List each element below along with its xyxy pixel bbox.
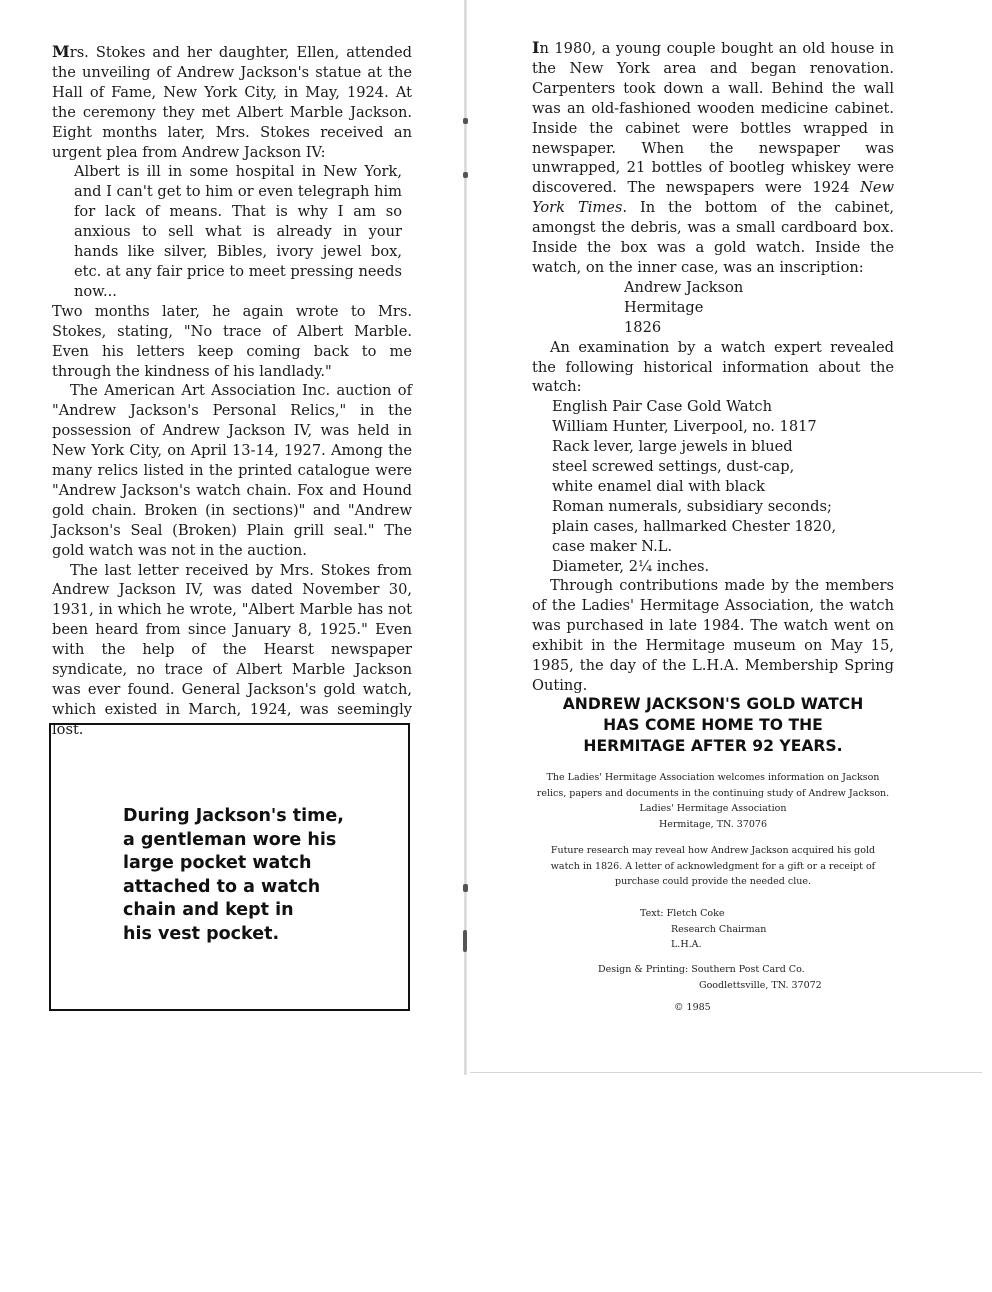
watch-details bbox=[532, 397, 894, 576]
paragraph: The American Art Association Inc. auction of "Andrew Jackson's Personal Relics," in the possession of Andrew Jackson IV, was held in New York City, on April 13-14, 1927. Among the many relics listed in the printed catalogue were "Andrew Jackson's watch chain. Fox and Hound gold chain. Broken (in sections)" and "Andrew Jackson's Seal (Broken) Plain grill seal." The gold watch was not in the auction. bbox=[52, 382, 412, 559]
left-column bbox=[52, 42, 412, 740]
paragraph: Two months later, he again wrote to Mrs. Stokes, stating, "No trace of Albert Marble. Even his letters keep coming back to me through the kindness of his landlady." bbox=[52, 302, 412, 380]
headline bbox=[532, 694, 894, 757]
detail-line: case maker N.L. bbox=[552, 537, 673, 555]
credit-line: watch in 1826. A letter of acknowledgment for a gift or a receipt of bbox=[550, 860, 876, 872]
callout-text bbox=[123, 805, 383, 946]
drop-cap: I bbox=[532, 38, 540, 57]
headline-line: ANDREW JACKSON'S GOLD WATCH bbox=[562, 695, 864, 713]
paragraph bbox=[532, 38, 894, 278]
paragraph: The last letter received by Mrs. Stokes from Andrew Jackson IV, was dated November 30, 1931, in which he wrote, "Albert Marble has not been heard from since January 8, 1925." Even with the help of the Hearst newspaper syndicate, no trace of Albert Marble Jackson was ever found. General Jackson's gold watch, which existed in March, 1924, was seemingly lost. bbox=[52, 561, 412, 738]
block-quote: Albert is ill in some hospital in New York, and I can't get to him or even telegraph him for lack of means. That is why I am so anxious to sell what is already in your hands like silver, Bibles, ivory jewel box, etc. at any fair price to meet pressing needs now... bbox=[74, 163, 402, 300]
paragraph: An examination by a watch expert revealed the following historical information about the watch: bbox=[532, 338, 894, 396]
fold-mark bbox=[463, 172, 468, 178]
detail-line: Rack lever, large jewels in blued bbox=[552, 438, 793, 456]
fold-mark bbox=[463, 930, 467, 952]
paragraph: Through contributions made by the members of the Ladies' Hermitage Association, the watch was purchased in late 1984. The watch went on exhibit in the Hermitage museum on May 15, 1985, the day of the L.H.A. Membership Spring Outing. bbox=[532, 577, 894, 694]
callout-line: large pocket watch bbox=[123, 853, 312, 873]
fold-mark bbox=[463, 884, 468, 892]
callout-line: his vest pocket. bbox=[123, 923, 280, 944]
detail-line: English Pair Case Gold Watch bbox=[552, 398, 772, 416]
detail-line: steel screwed settings, dust-cap, bbox=[552, 458, 795, 476]
inscription-line: Andrew Jackson bbox=[624, 278, 744, 296]
newspaper-title: New York Times bbox=[532, 179, 894, 217]
detail-line: plain cases, hallmarked Chester 1820, bbox=[552, 517, 837, 535]
headline-line: HERMITAGE AFTER 92 YEARS. bbox=[583, 737, 843, 755]
credit-line: Hermitage, TN. 37076 bbox=[658, 818, 768, 830]
credit-line: Future research may reveal how Andrew Jackson acquired his gold bbox=[550, 845, 876, 856]
copyright: © 1985 bbox=[674, 1002, 711, 1013]
lha-info bbox=[532, 770, 894, 832]
paragraph-text: rs. Stokes and her daughter, Ellen, attended the unveiling of Andrew Jackson's statue at the Hall of Fame, New York City, in May, 1924. At the ceremony they met Albert Marble Jackson. Eight months later, Mrs. Stokes received an urgent plea from Andrew Jackson IV: bbox=[52, 44, 412, 161]
credit-line: Research Chairman bbox=[671, 923, 767, 935]
drop-cap: M bbox=[52, 42, 70, 61]
text-credit bbox=[640, 906, 766, 953]
page-fold bbox=[464, 0, 467, 1075]
detail-line: Roman numerals, subsidiary seconds; bbox=[552, 497, 832, 515]
credit-line: Ladies' Hermitage Association bbox=[639, 803, 787, 814]
headline-line: HAS COME HOME TO THE bbox=[603, 716, 823, 734]
callout-box bbox=[49, 723, 410, 1011]
credit-line: L.H.A. bbox=[671, 939, 702, 950]
detail-line: William Hunter, Liverpool, no. 1817 bbox=[552, 418, 817, 436]
page-bottom-edge bbox=[470, 1072, 982, 1073]
detail-line: white enamel dial with black bbox=[552, 477, 766, 495]
detail-line: Diameter, 2¼ inches. bbox=[552, 557, 710, 575]
credit-line: Design & Printing: Southern Post Card Co. bbox=[598, 964, 805, 975]
research-note bbox=[532, 843, 894, 890]
inscription bbox=[532, 278, 894, 338]
inscription-line: Hermitage bbox=[624, 298, 704, 316]
callout-line: attached to a watch bbox=[123, 876, 321, 897]
design-credit bbox=[598, 962, 822, 993]
credit-line: Text: Fletch Coke bbox=[640, 908, 725, 919]
right-column bbox=[532, 38, 894, 696]
callout-line: During Jackson's time, bbox=[123, 806, 344, 826]
credit-line: purchase could provide the needed clue. bbox=[615, 876, 811, 887]
callout-line: chain and kept in bbox=[123, 900, 294, 920]
credit-line: relics, papers and documents in the continuing study of Andrew Jackson. bbox=[536, 787, 890, 799]
callout-line: a gentleman wore his bbox=[123, 829, 337, 850]
paragraph-text: . In the bottom of the cabinet, amongst the debris, was a small cardboard box. Inside the box was a gold watch. Inside the watch, on the inner case, was an inscription: bbox=[532, 199, 895, 276]
credit-line: Goodlettsville, TN. 37072 bbox=[699, 979, 822, 991]
paragraph bbox=[52, 42, 412, 162]
inscription-line: 1826 bbox=[624, 318, 662, 336]
credit-line: The Ladies' Hermitage Association welcomes information on Jackson bbox=[546, 772, 880, 783]
paragraph-text: n 1980, a young couple bought an old house in the New York area and began renovation. Carpenters took down a wall. Behind the wall was an old-fashioned wooden medicine cabinet. Inside the cabinet were bottles wrapped in newspaper. When the newspaper was unwrapped, 21 bottles of bootleg whiskey were discovered. The newspapers were 1924 bbox=[532, 40, 894, 197]
fold-mark bbox=[463, 118, 468, 124]
